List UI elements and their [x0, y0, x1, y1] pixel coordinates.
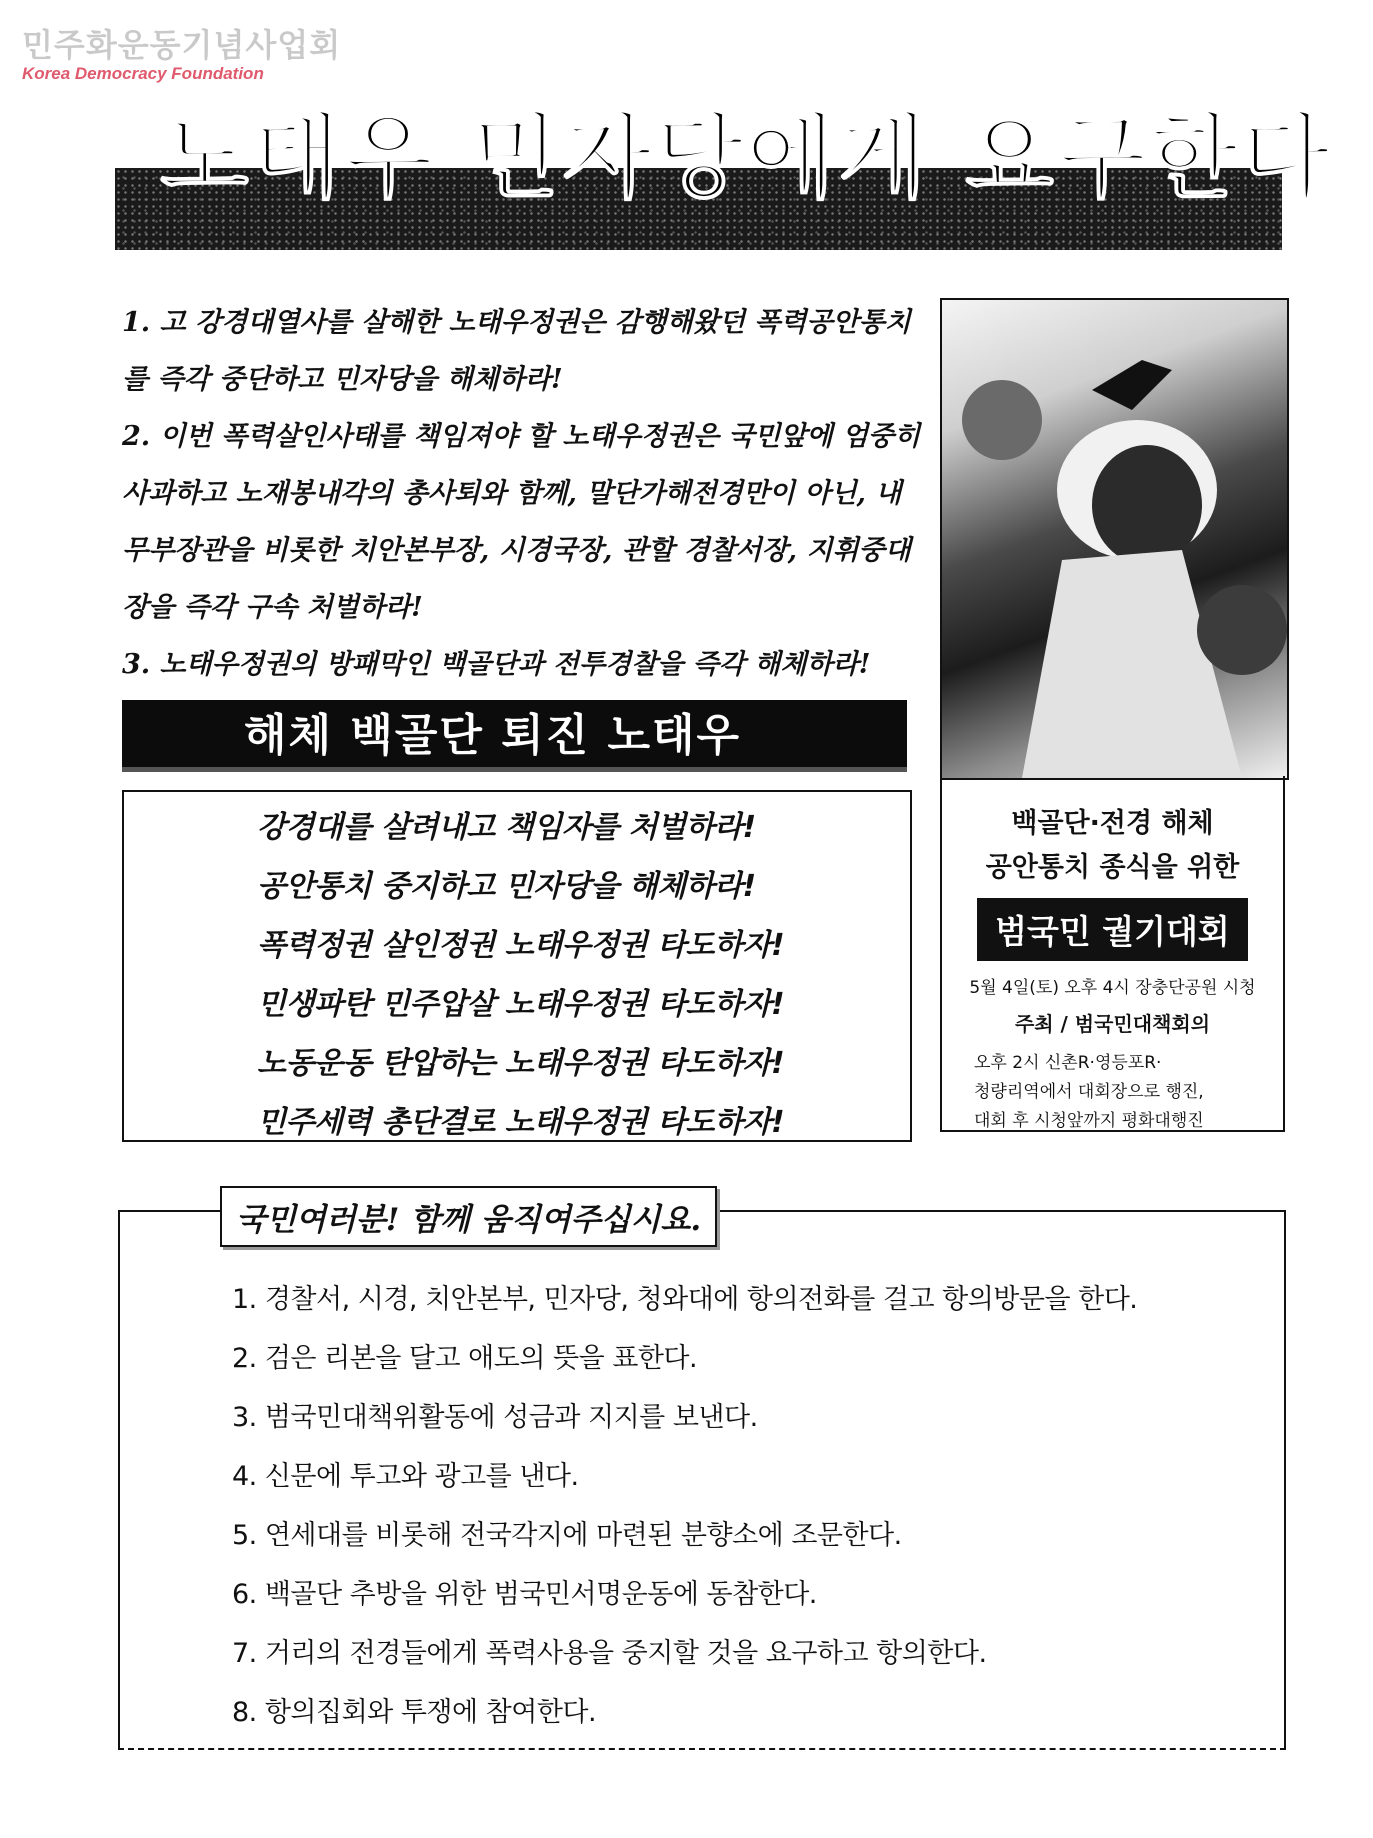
action-item: 8. 항의집회와 투쟁에 참여한다. [232, 1697, 597, 1728]
watermark-korean: 민주화운동기념사업회 [22, 26, 342, 64]
slogan-item: 노동운동 탄압하는 노태우정권 타도하자! [257, 1046, 785, 1081]
slogan-header: 해체 백골단 퇴진 노태우 [122, 700, 907, 772]
rally-line-2: 공안통치 종식을 위한 [985, 852, 1240, 883]
demand-item: 1. 고 강경대열사를 살해한 노태우정권은 감행해왔던 폭력공안통치를 즉각 중단하고 민자당을 해체하라! [122, 307, 911, 395]
rally-datetime: 5월 4일(토) 오후 4시 장충단공원 시청 [969, 978, 1256, 998]
action-item: 7. 거리의 전경들에게 폭력사용을 중지할 것을 요구하고 항의한다. [232, 1638, 987, 1669]
slogan-box [122, 790, 912, 1142]
photo-illustration [942, 300, 1287, 778]
rally-march-route [942, 1049, 1283, 1136]
slogan-item: 폭력정권 살인정권 노태우정권 타도하자! [257, 928, 785, 963]
rally-name: 범국민 궐기대회 [977, 898, 1248, 961]
slogan-item: 공안통치 중지하고 민자당을 해체하라! [257, 869, 756, 904]
demand-item: 2. 이번 폭력살인사태를 책임져야 할 노태우정권은 국민앞에 엄중히 사과하고 노재봉내각의 총사퇴와 함께, 말단가해전경만이 아닌, 내무부장관을 비롯한 치안본부장, 시경국장, 관할 경찰서장, 지휘중대장을 즉각 구속 처벌하라! [122, 421, 921, 623]
rally-organizer: 주최 / 범국민대책회의 [1014, 1012, 1211, 1036]
slogan-item: 강경대를 살려내고 책임자를 처벌하라! [257, 810, 756, 845]
march-line: 청량리역에서 대회장으로 행진, [974, 1082, 1204, 1102]
actions-title: 국민여러분! 함께 움직여주십시요. [220, 1186, 717, 1247]
watermark-english: Korea Democracy Foundation [22, 64, 264, 83]
action-item: 2. 검은 리본을 달고 애도의 뜻을 표한다. [232, 1343, 698, 1374]
march-line: 오후 2시 신촌R·영등포R· [974, 1053, 1162, 1073]
actions-list [232, 1270, 1137, 1742]
action-item: 1. 경찰서, 시경, 치안본부, 민자당, 청와대에 항의전화를 걸고 항의방문을 한다. [232, 1284, 1138, 1315]
protest-photo [940, 298, 1289, 780]
slogan-item: 민주세력 총단결로 노태우정권 타도하자! [257, 1105, 785, 1140]
action-item: 3. 범국민대책위활동에 성금과 지지를 보낸다. [232, 1402, 758, 1433]
action-item: 4. 신문에 투고와 광고를 낸다. [232, 1461, 579, 1492]
rally-line-1: 백골단·전경 해체 [1011, 808, 1214, 839]
rally-info-box [940, 776, 1285, 1132]
demands-section [122, 294, 922, 693]
demand-item: 3. 노태우정권의 방패막인 백골단과 전투경찰을 즉각 해체하라! [122, 649, 871, 680]
march-line: 대회 후 시청앞까지 평화대행진 [974, 1111, 1204, 1131]
action-item: 5. 연세대를 비롯해 전국각지에 마련된 분향소에 조문한다. [232, 1520, 902, 1551]
page-title: 노태우 민자당에게 요구한다 [160, 104, 1333, 211]
slogan-item: 민생파탄 민주압살 노태우정권 타도하자! [257, 987, 785, 1022]
action-item: 6. 백골단 추방을 위한 범국민서명운동에 동참한다. [232, 1579, 817, 1610]
